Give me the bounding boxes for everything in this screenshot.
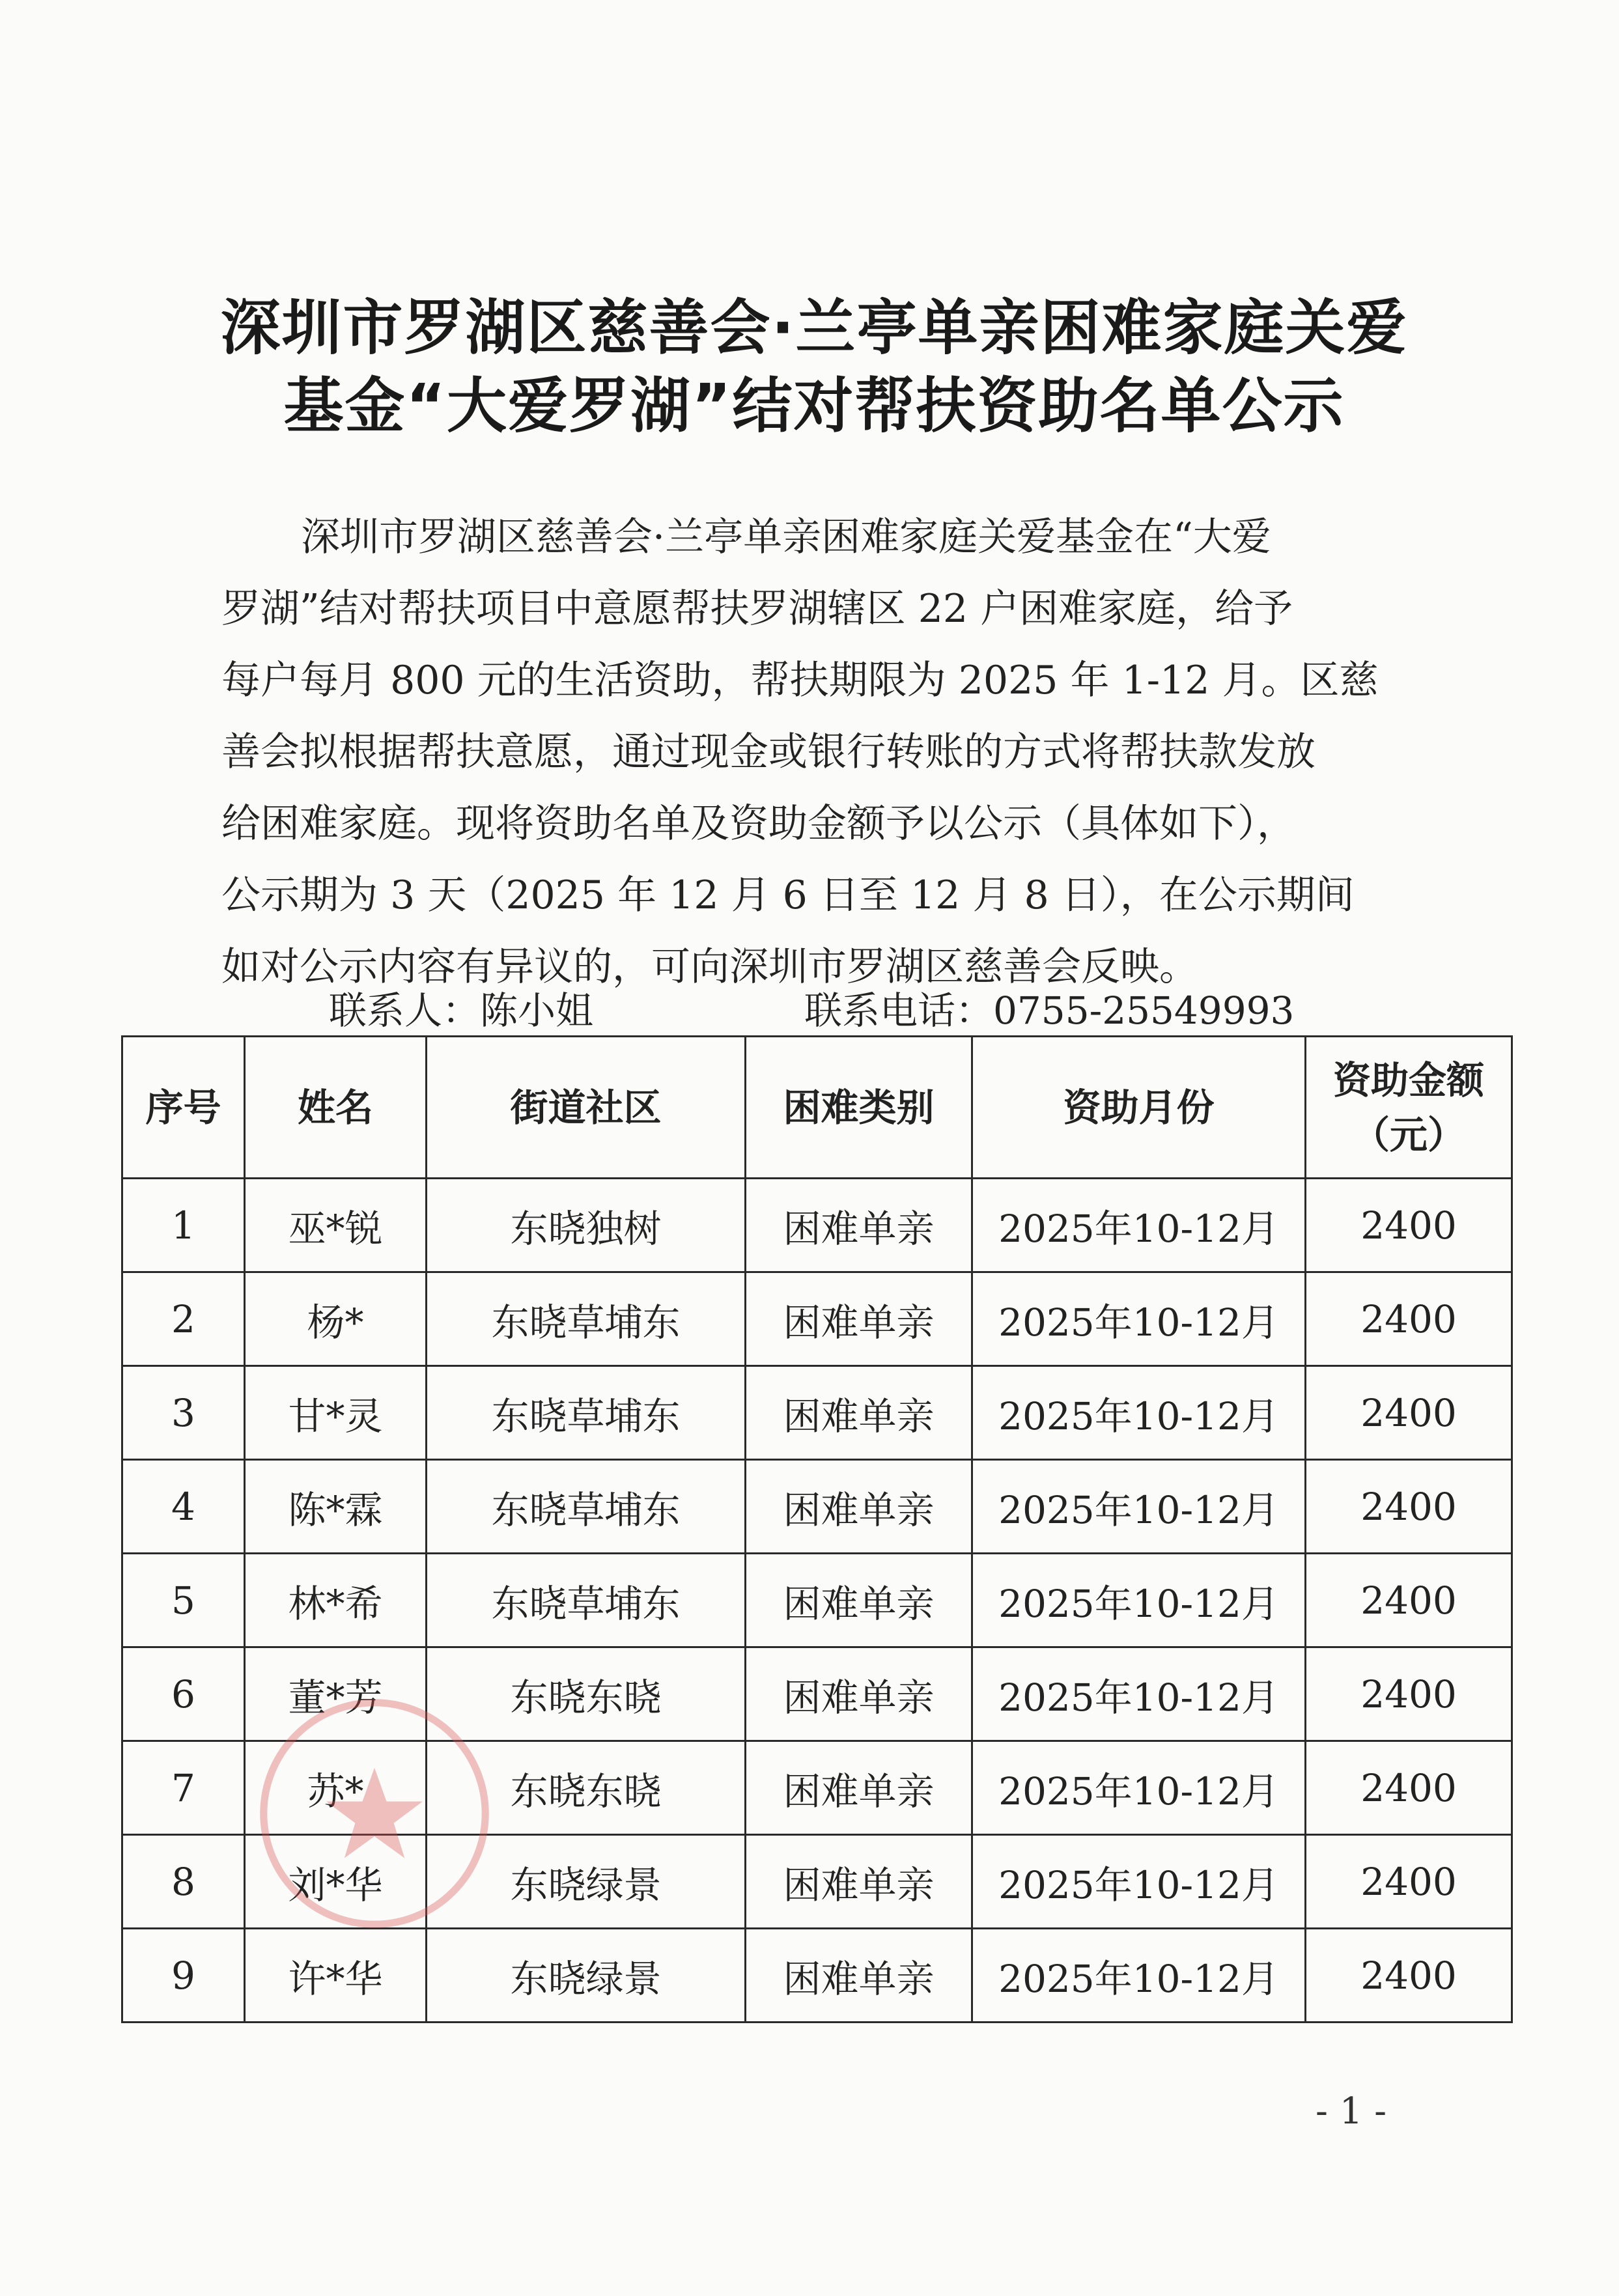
cell-month: 2025年10-12月 [972, 1647, 1306, 1741]
seal-star-icon [326, 1768, 423, 1858]
table-row [122, 1366, 1512, 1460]
cell-name: 杨* [245, 1272, 427, 1366]
cell-amount: 2400 [1306, 1741, 1512, 1835]
cell-community: 东晓草埔东 [427, 1554, 746, 1647]
document-title-line1: 深圳市罗湖区慈善会·兰亭单亲困难家庭关爱 [220, 293, 1408, 363]
cell-no: 6 [122, 1647, 245, 1741]
cell-name: 苏* [245, 1741, 427, 1835]
cell-category: 困难单亲 [746, 1366, 972, 1460]
cell-amount: 2400 [1306, 1272, 1512, 1366]
cell-community: 东晓草埔东 [427, 1366, 746, 1460]
cell-name: 董*芳 [245, 1647, 427, 1741]
body-paragraph-line: 深圳市罗湖区慈善会·兰亭单亲困难家庭关爱基金在“大爱 [301, 514, 1271, 560]
cell-name: 刘*华 [245, 1835, 427, 1929]
body-paragraph-line: 如对公示内容有异议的，可向深圳市罗湖区慈善会反映。 [221, 944, 1198, 990]
cell-amount: 2400 [1306, 1179, 1512, 1272]
cell-community: 东晓绿景 [427, 1835, 746, 1929]
cell-category: 困难单亲 [746, 1460, 972, 1554]
cell-name: 陈*霖 [245, 1460, 427, 1554]
cell-community: 东晓绿景 [427, 1929, 746, 2023]
body-paragraph-line: 给困难家庭。现将资助名单及资助金额予以公示（具体如下）， [221, 801, 1296, 847]
header-amount [1306, 1037, 1512, 1179]
cell-no: 1 [122, 1179, 245, 1272]
cell-category: 困难单亲 [746, 1272, 972, 1366]
cell-no: 3 [122, 1366, 245, 1460]
cell-amount: 2400 [1306, 1929, 1512, 2023]
cell-category: 困难单亲 [746, 1179, 972, 1272]
header-no: 序号 [122, 1037, 245, 1179]
cell-month: 2025年10-12月 [972, 1272, 1306, 1366]
cell-month: 2025年10-12月 [972, 1835, 1306, 1929]
cell-name: 甘*灵 [245, 1366, 427, 1460]
cell-community: 东晓独树 [427, 1179, 746, 1272]
cell-month: 2025年10-12月 [972, 1741, 1306, 1835]
cell-community: 东晓草埔东 [427, 1272, 746, 1366]
table-header-row [122, 1037, 1512, 1179]
cell-category: 困难单亲 [746, 1554, 972, 1647]
table-row [122, 1554, 1512, 1647]
cell-amount: 2400 [1306, 1554, 1512, 1647]
header-month: 资助月份 [972, 1037, 1306, 1179]
table-row [122, 1460, 1512, 1554]
document-title-line2: 基金“大爱罗湖”结对帮扶资助名单公示 [283, 371, 1345, 441]
header-community: 街道社区 [427, 1037, 746, 1179]
body-paragraph-line: 公示期为 3 天（2025 年 12 月 6 日至 12 月 8 日），在公示期间 [221, 873, 1355, 918]
table-row [122, 1272, 1512, 1366]
cell-amount: 2400 [1306, 1460, 1512, 1554]
cell-no: 9 [122, 1929, 245, 2023]
cell-no: 4 [122, 1460, 245, 1554]
cell-amount: 2400 [1306, 1647, 1512, 1741]
contact-person: 联系人：陈小姐 [329, 988, 594, 1033]
cell-category: 困难单亲 [746, 1835, 972, 1929]
table-row [122, 1179, 1512, 1272]
body-paragraph-line: 罗湖”结对帮扶项目中意愿帮扶罗湖辖区 22 户困难家庭，给予 [221, 586, 1293, 632]
cell-community: 东晓东晓 [427, 1741, 746, 1835]
cell-no: 7 [122, 1741, 245, 1835]
header-category: 困难类别 [746, 1037, 972, 1179]
cell-no: 5 [122, 1554, 245, 1647]
cell-amount: 2400 [1306, 1835, 1512, 1929]
official-seal-stamp [254, 1693, 495, 1934]
cell-month: 2025年10-12月 [972, 1554, 1306, 1647]
cell-name: 巫*锐 [245, 1179, 427, 1272]
body-paragraph-line: 善会拟根据帮扶意愿，通过现金或银行转账的方式将帮扶款发放 [221, 729, 1316, 775]
header-amount-label: 资助金额 [1332, 1057, 1484, 1102]
cell-month: 2025年10-12月 [972, 1366, 1306, 1460]
cell-name: 许*华 [245, 1929, 427, 2023]
page-number: - 1 - [1316, 2090, 1387, 2133]
cell-community: 东晓草埔东 [427, 1460, 746, 1554]
cell-month: 2025年10-12月 [972, 1460, 1306, 1554]
cell-category: 困难单亲 [746, 1741, 972, 1835]
cell-month: 2025年10-12月 [972, 1179, 1306, 1272]
table-row [122, 1929, 1512, 2023]
cell-name: 林*希 [245, 1554, 427, 1647]
body-paragraph-line: 每户每月 800 元的生活资助，帮扶期限为 2025 年 1-12 月。区慈 [221, 658, 1379, 703]
contact-phone: 联系电话：0755-25549993 [804, 988, 1295, 1033]
cell-amount: 2400 [1306, 1366, 1512, 1460]
cell-category: 困难单亲 [746, 1647, 972, 1741]
cell-no: 8 [122, 1835, 245, 1929]
cell-category: 困难单亲 [746, 1929, 972, 2023]
header-amount-unit: （元） [1351, 1112, 1465, 1157]
cell-month: 2025年10-12月 [972, 1929, 1306, 2023]
header-name: 姓名 [245, 1037, 427, 1179]
cell-no: 2 [122, 1272, 245, 1366]
cell-community: 东晓东晓 [427, 1647, 746, 1741]
